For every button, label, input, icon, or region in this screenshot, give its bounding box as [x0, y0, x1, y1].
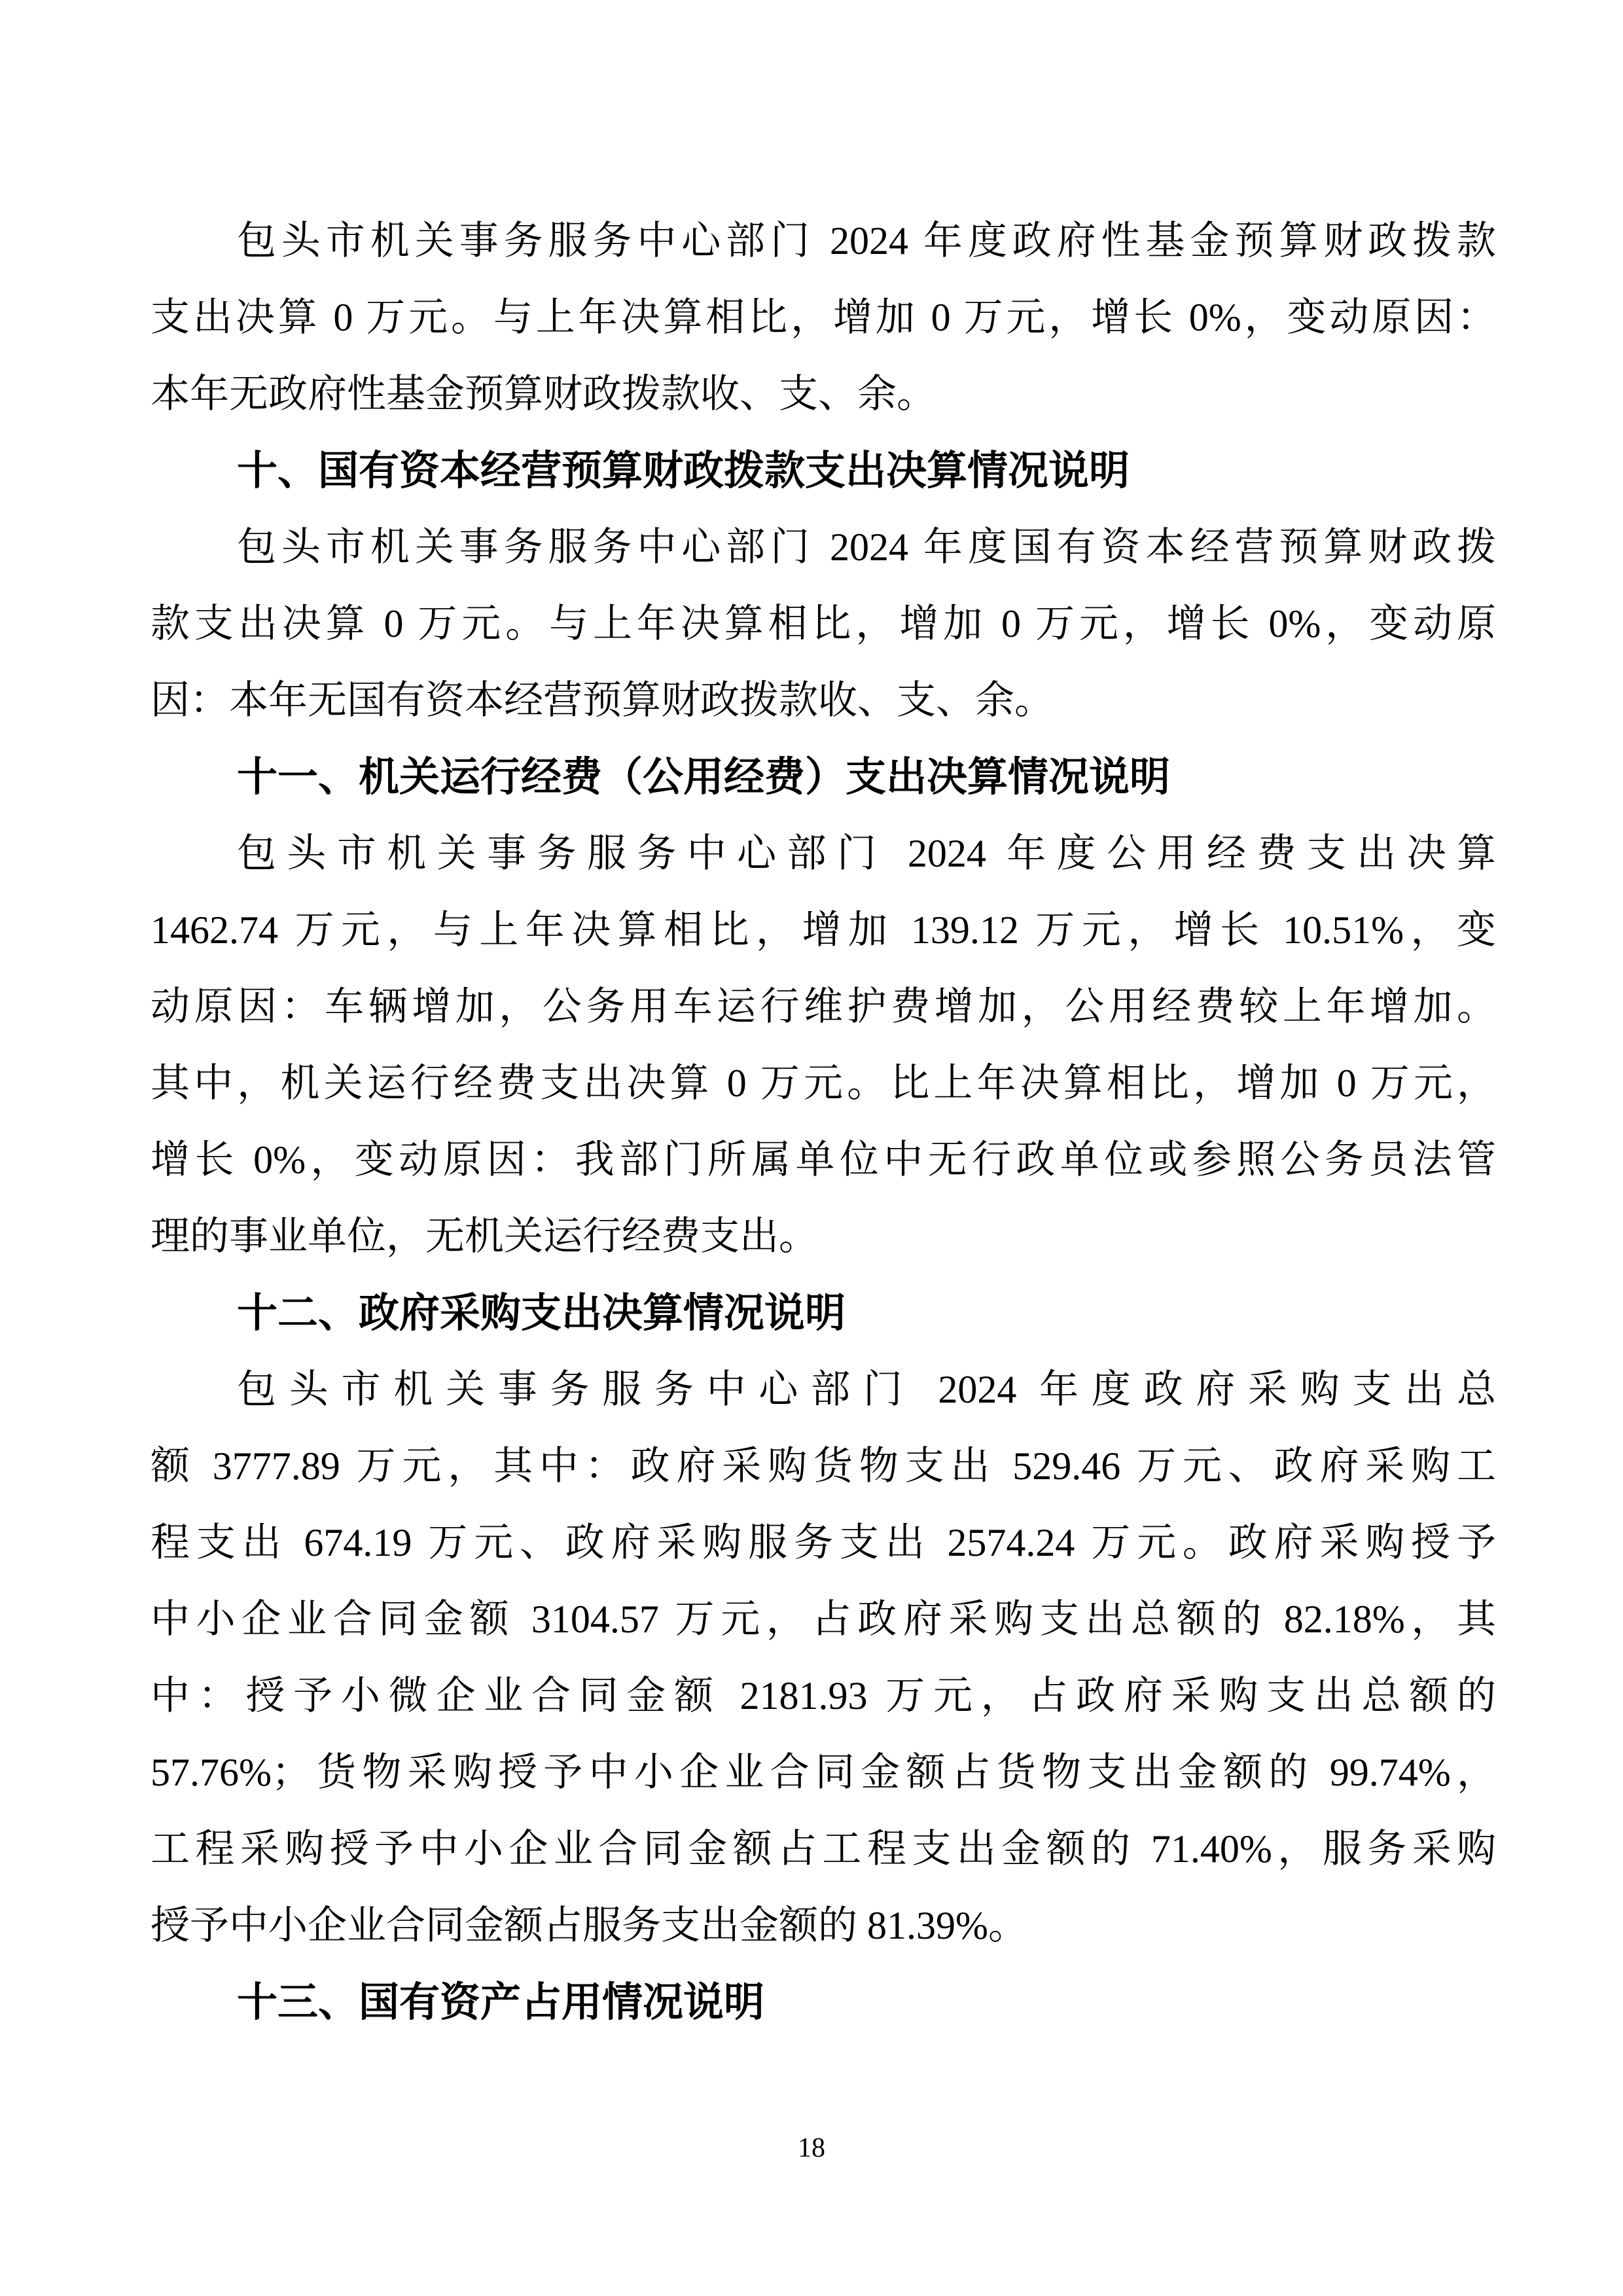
paragraph-line: 包头市机关事务服务中心部门 2024 年度国有资本经营预算财政拨 [237, 526, 1496, 569]
section-heading-12: 十二、政府采购支出决算情况说明 [237, 1291, 846, 1336]
paragraph-line: 因：本年无国有资本经营预算财政拨款收、支、余。 [151, 679, 1054, 722]
paragraph-line: 本年无政府性基金预算财政拨款收、支、余。 [151, 372, 936, 416]
paragraph-line: 理的事业单位，无机关运行经费支出。 [151, 1215, 818, 1258]
paragraph-line: 授予中小企业合同金额占服务支出金额的 81.39%。 [151, 1904, 1027, 1947]
section-heading-10: 十、国有资本经营预算财政拨款支出决算情况说明 [237, 448, 1130, 493]
paragraph-line: 款支出决算 0 万元。与上年决算相比，增加 0 万元，增长 0%，变动原 [151, 602, 1496, 645]
paragraph-line: 包头市机关事务服务中心部门 2024 年度政府采购支出总 [237, 1368, 1496, 1411]
paragraph-line: 工程采购授予中小企业合同金额占工程支出金额的 71.40%，服务采购 [151, 1827, 1496, 1871]
paragraph-line: 包头市机关事务服务中心部门 2024 年度公用经费支出决算 [237, 832, 1496, 875]
section-heading-13: 十三、国有资产占用情况说明 [237, 1980, 765, 2025]
paragraph-line: 1462.74 万元，与上年决算相比，增加 139.12 万元，增长 10.51%，变 [151, 908, 1496, 952]
paragraph-line: 程支出 674.19 万元、政府采购服务支出 2574.24 万元。政府采购授予 [151, 1521, 1496, 1564]
paragraph-line: 增长 0%，变动原因：我部门所属单位中无行政单位或参照公务员法管 [151, 1138, 1496, 1181]
paragraph-line: 其中，机关运行经费支出决算 0 万元。比上年决算相比，增加 0 万元， [151, 1062, 1496, 1105]
section-heading-11: 十一、机关运行经费（公用经费）支出决算情况说明 [237, 755, 1171, 800]
paragraph-line: 动原因：车辆增加，公务用车运行维护费增加，公用经费较上年增加。 [151, 985, 1496, 1028]
paragraph-line: 中：授予小微企业合同金额 2181.93 万元，占政府采购支出总额的 [151, 1674, 1496, 1717]
document-body [151, 203, 1496, 2041]
paragraph-line: 57.76%；货物采购授予中小企业合同金额占货物支出金额的 99.74%， [151, 1751, 1496, 1794]
paragraph-line: 支出决算 0 万元。与上年决算相比，增加 0 万元，增长 0%，变动原因： [151, 296, 1496, 339]
page-number: 18 [798, 2133, 825, 2163]
paragraph-line: 包头市机关事务服务中心部门 2024 年度政府性基金预算财政拨款 [237, 219, 1496, 262]
paragraph-line: 中小企业合同金额 3104.57 万元，占政府采购支出总额的 82.18%，其 [151, 1598, 1496, 1641]
paragraph-line: 额 3777.89 万元，其中：政府采购货物支出 529.46 万元、政府采购工 [151, 1444, 1496, 1488]
